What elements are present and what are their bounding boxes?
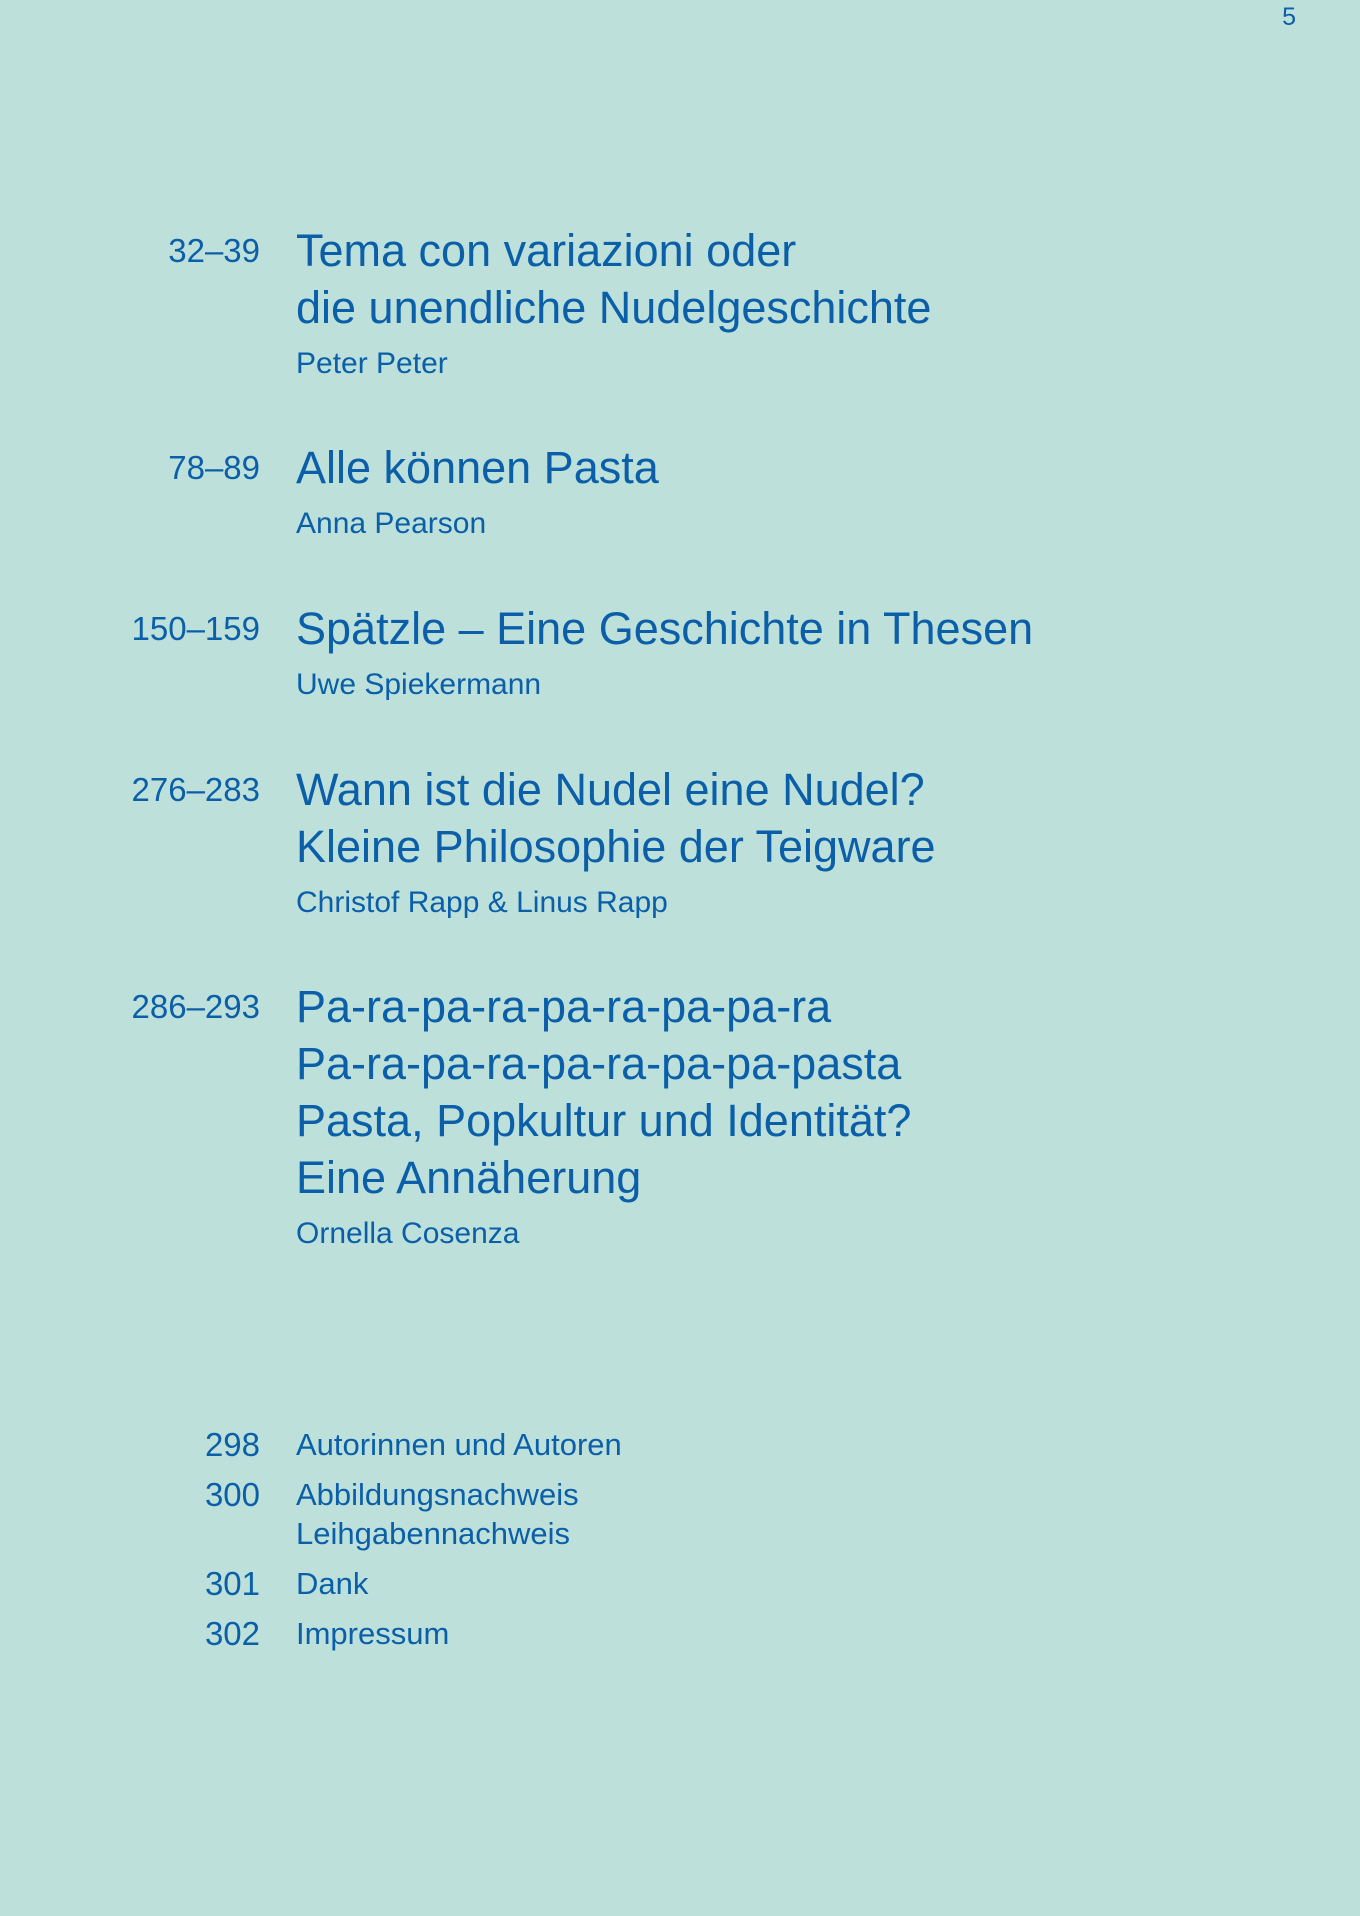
entry-title-line: Wann ist die Nudel eine Nudel? [296,764,925,815]
entry-author: Peter Peter [296,347,448,380]
entry-title-line: Spätzle – Eine Geschichte in Thesen [296,603,1034,654]
entry-title [296,978,1360,1206]
entry-page-range: 78–89 [168,449,260,486]
entry-page-range: 150–159 [131,610,260,647]
back-matter-list [0,1425,1360,1664]
entry-title [296,222,1360,336]
page-number: 5 [1282,3,1296,31]
entry-author: Anna Pearson [296,507,487,540]
back-matter-page: 302 [204,1615,260,1652]
entry-title-line: Kleine Philosophie der Teigware [296,821,936,872]
back-matter-label: Autorinnen und Autoren [296,1427,622,1462]
entry-title-line: Tema con variazioni oder [296,225,797,276]
back-matter-page: 301 [204,1565,260,1602]
entry-page-range: 32–39 [168,232,260,269]
back-matter-label: Abbildungsnachweis [296,1477,579,1512]
entry-title [296,439,1360,496]
table-of-contents [0,222,1360,1254]
toc-entry [0,761,1360,978]
entry-page-range: 286–293 [131,988,260,1025]
entry-title-line: Eine Annäherung [296,1152,642,1203]
toc-entry [0,439,1360,600]
back-matter-entry [0,1425,1360,1464]
toc-entry [0,222,1360,439]
back-matter-label: Impressum [296,1616,450,1651]
back-matter-page: 298 [204,1426,260,1463]
back-matter-page: 300 [204,1476,260,1513]
back-matter-entry [0,1475,1360,1553]
entry-title-line: Pa-ra-pa-ra-pa-ra-pa-pa-pasta [296,1038,902,1089]
entry-author: Christof Rapp & Linus Rapp [296,886,668,919]
entry-title-line: Alle können Pasta [296,442,659,493]
back-matter-entry [0,1564,1360,1603]
entry-title-line: Pa-ra-pa-ra-pa-ra-pa-pa-ra [296,981,832,1032]
toc-entry [0,600,1360,761]
toc-entry [0,978,1360,1254]
entry-title [296,600,1360,657]
entry-author: Ornella Cosenza [296,1217,520,1250]
entry-author: Uwe Spiekermann [296,668,542,701]
entry-title-line: Pasta, Popkultur und Identität? [296,1095,912,1146]
entry-title [296,761,1360,875]
entry-page-range: 276–283 [131,771,260,808]
back-matter-label: Leihgabennachweis [296,1516,571,1551]
entry-title-line: die unendliche Nudelgeschichte [296,282,932,333]
back-matter-label: Dank [296,1566,369,1601]
back-matter-entry [0,1614,1360,1653]
